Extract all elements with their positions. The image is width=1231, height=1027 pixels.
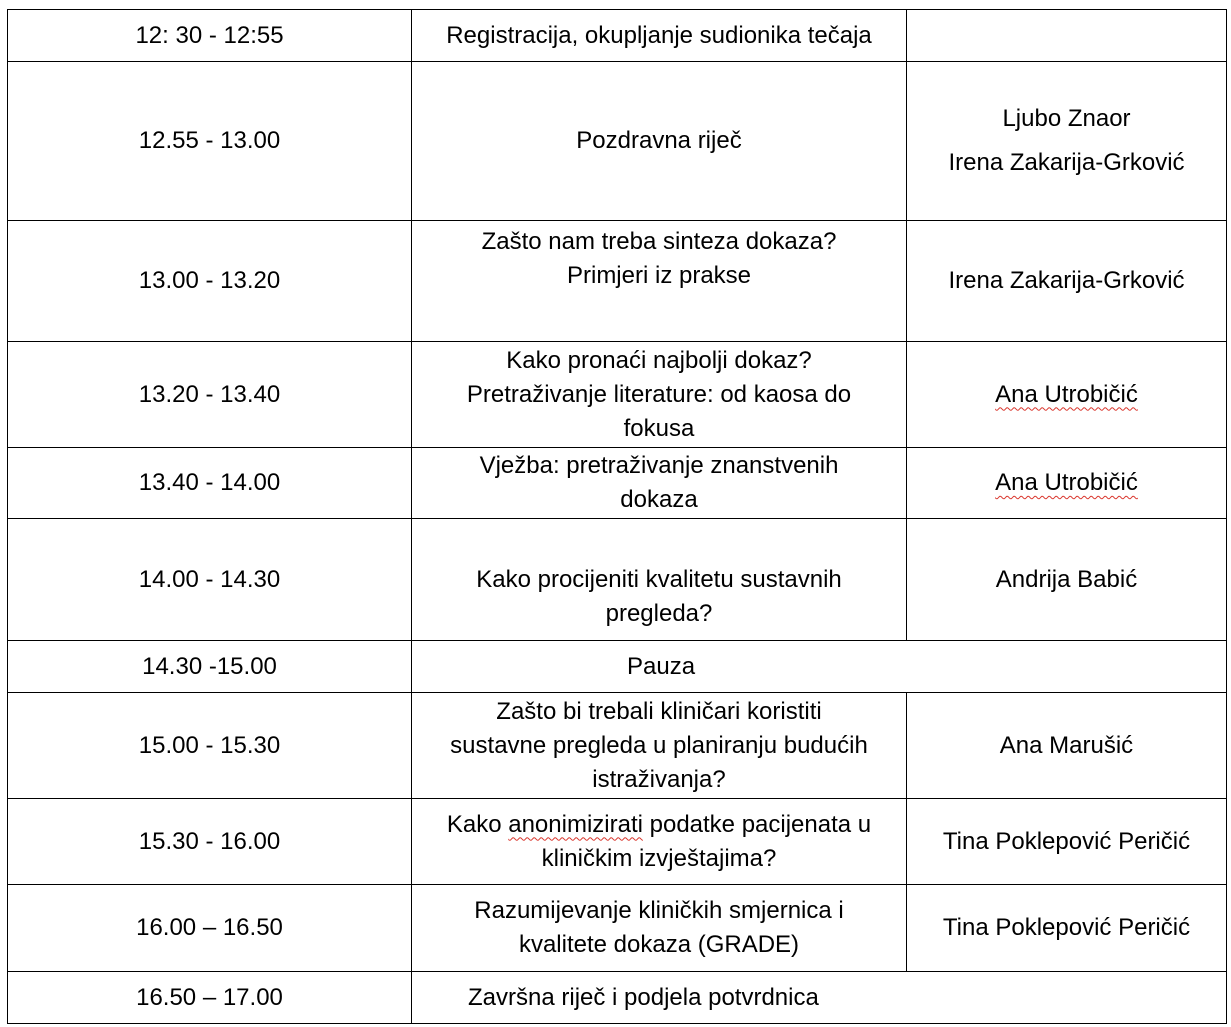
time-cell (8, 641, 412, 693)
speaker-cell (907, 799, 1227, 885)
time-text: 12: 30 - 12:55 (135, 21, 284, 49)
topic-text: Pauza (627, 652, 696, 680)
speaker-cell (907, 885, 1227, 972)
time-cell (8, 799, 412, 885)
time-cell (8, 972, 412, 1024)
time-cell (8, 448, 412, 519)
table-row (8, 641, 1227, 693)
spellcheck-word: anonimizirati (508, 810, 643, 838)
table-row (8, 10, 1227, 62)
topic-text: Završna riječ i podjela potvrdnica (468, 983, 819, 1011)
speaker-cell (907, 62, 1227, 221)
table-row (8, 519, 1227, 641)
time-text: 13.00 - 13.20 (138, 267, 281, 294)
topic-cell (412, 641, 1227, 693)
speaker-cell (907, 10, 1227, 62)
table-row (8, 342, 1227, 448)
topic-text: Kako anonimizirati podatke pacijenata u (446, 810, 872, 838)
table-row (8, 885, 1227, 972)
table-row (8, 62, 1227, 221)
topic-cell (412, 10, 907, 62)
speaker-cell (907, 448, 1227, 519)
speaker-name: Ana Marušić (999, 731, 1134, 759)
topic-cell (412, 342, 907, 448)
topic-text: Kako pronaći najbolji dokaz? (506, 346, 812, 374)
time-cell (8, 10, 412, 62)
time-cell (8, 519, 412, 641)
schedule-table (7, 9, 1227, 1024)
speaker-name: Tina Poklepović Peričić (942, 827, 1191, 855)
time-text: 15.00 - 15.30 (138, 731, 281, 759)
topic-text: Registracija, okupljanje sudionika tečaja (446, 21, 872, 49)
topic-cell (412, 519, 907, 641)
speaker-name: Ana Utrobičić (995, 380, 1138, 408)
speaker-name: Irena Zakarija-Grković (948, 149, 1185, 176)
topic-cell (412, 885, 907, 972)
topic-cell (412, 221, 907, 342)
speaker-name: Tina Poklepović Peričić (942, 914, 1191, 941)
time-text: 16.00 – 16.50 (136, 914, 283, 941)
topic-text: kliničkim izvještajima? (541, 844, 777, 872)
table-row (8, 221, 1227, 342)
speaker-cell (907, 693, 1227, 799)
time-text: 14.30 -15.00 (142, 652, 277, 680)
topic-cell (412, 972, 1227, 1024)
topic-text: sustavne pregleda u planiranju budućih (450, 731, 868, 759)
topic-text: Primjeri iz prakse (566, 262, 752, 289)
speaker-name: Ljubo Znaor (1002, 105, 1131, 132)
speaker-cell (907, 342, 1227, 448)
topic-cell (412, 62, 907, 221)
topic-text: Pretraživanje literature: od kaosa do (466, 380, 852, 408)
table-row (8, 693, 1227, 799)
time-cell (8, 62, 412, 221)
topic-text: Kako procijeniti kvalitetu sustavnih (476, 565, 842, 593)
speaker-name: Ana Utrobičić (995, 469, 1138, 496)
topic-text: kvalitete dokaza (GRADE) (518, 931, 800, 958)
time-cell (8, 693, 412, 799)
topic-text: Zašto bi trebali kliničari koristiti (496, 697, 822, 725)
speaker-name: Andrija Babić (995, 565, 1138, 593)
topic-text: fokusa (623, 414, 695, 442)
table-row (8, 799, 1227, 885)
topic-text: Zašto nam treba sinteza dokaza? (481, 228, 837, 255)
topic-text: Vježba: pretraživanje znanstvenih (479, 452, 839, 479)
time-text: 15.30 - 16.00 (138, 827, 281, 855)
topic-text: Razumijevanje kliničkih smjernica i (474, 897, 844, 924)
time-text: 14.00 - 14.30 (138, 565, 281, 593)
topic-cell (412, 799, 907, 885)
topic-text: pregleda? (605, 599, 713, 627)
topic-text: Pozdravna riječ (576, 127, 742, 154)
time-text: 13.40 - 14.00 (138, 469, 281, 496)
time-cell (8, 342, 412, 448)
topic-cell (412, 693, 907, 799)
time-text: 16.50 – 17.00 (136, 983, 283, 1011)
time-text: 13.20 - 13.40 (138, 380, 281, 408)
table-row (8, 448, 1227, 519)
topic-text: dokaza (620, 486, 698, 513)
time-cell (8, 221, 412, 342)
topic-text: istraživanja? (592, 765, 726, 793)
time-text: 12.55 - 13.00 (138, 127, 281, 154)
time-cell (8, 885, 412, 972)
speaker-name: Irena Zakarija-Grković (948, 267, 1185, 294)
table-row (8, 972, 1227, 1024)
speaker-cell (907, 221, 1227, 342)
topic-cell (412, 448, 907, 519)
speaker-cell (907, 519, 1227, 641)
